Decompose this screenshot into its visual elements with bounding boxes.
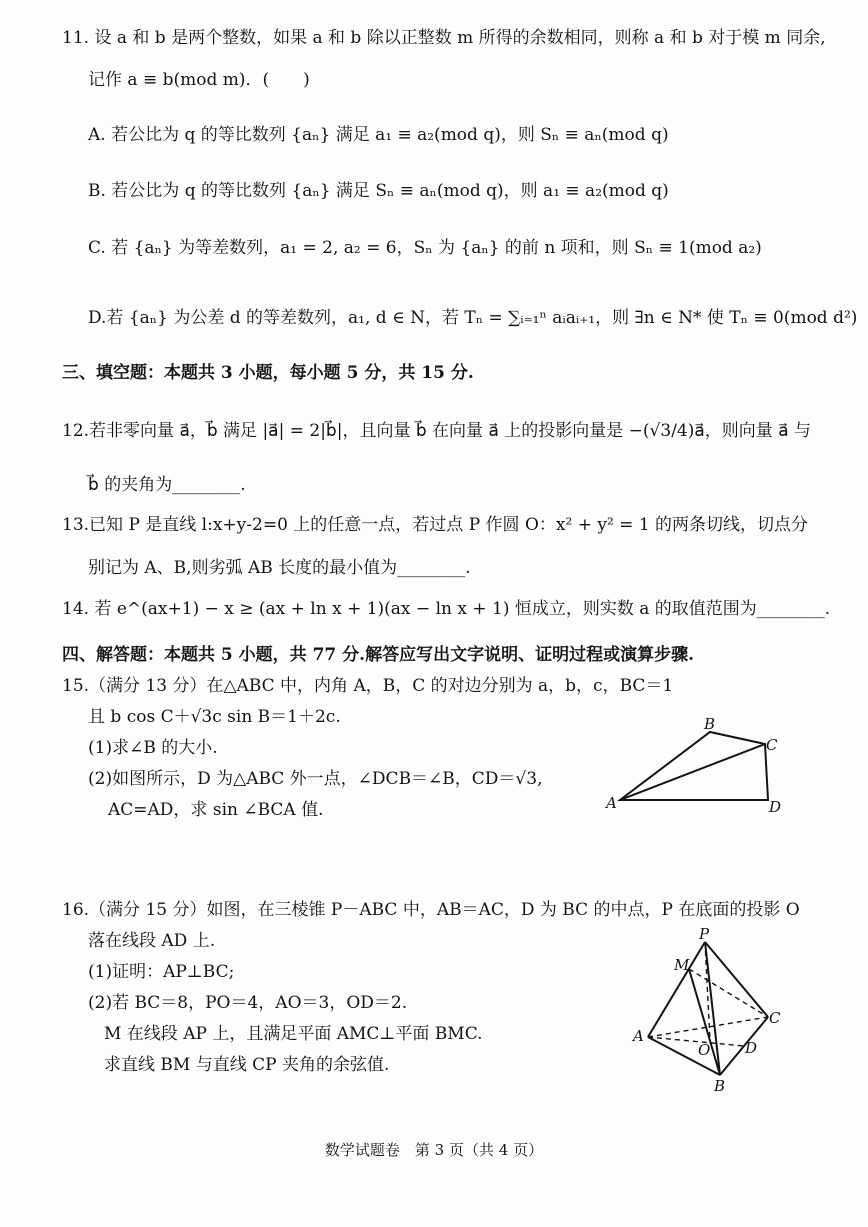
q15-part2-cont: AC=AD，求 sin ∠BCA 值.	[108, 800, 324, 820]
q16-part1: (1)证明：AP⊥BC;	[88, 962, 235, 982]
q15-quad-outline	[620, 732, 768, 800]
q12-line1: 12.若非零向量 a⃗，b⃗ 满足 |a⃗| = 2|b⃗|，且向量 b⃗ 在向量 a⃗ 上的投影向量是 −(√3/4)a⃗，则向量 a⃗ 与	[62, 421, 812, 441]
q15-label-d: D	[769, 798, 782, 816]
page-footer: 数学试题卷 第 3 页（共 4 页）	[324, 1141, 544, 1159]
q16-edge-pc	[705, 942, 768, 1017]
q11-option-c: C. 若 {aₙ} 为等差数列，a₁ = 2, a₂ = 6，Sₙ 为 {aₙ} 的前 n 项和，则 Sₙ ≡ 1(mod a₂)	[88, 238, 762, 258]
q13-line2: 别记为 A、B,则劣弧 AB 长度的最小值为________.	[88, 558, 471, 578]
q15-label-c: C	[766, 736, 778, 754]
q16-line2: 落在线段 AD 上.	[88, 931, 216, 951]
q15-line2: 且 b cos C＋√3c sin B＝1＋2c.	[88, 707, 341, 727]
q15-part2: (2)如图所示，D 为△ABC 外一点，∠DCB＝∠B，CD＝√3,	[88, 769, 543, 789]
q16-label-p: P	[699, 925, 710, 943]
q16-pyramid-figure	[625, 925, 795, 1095]
q16-part2: (2)若 BC＝8，PO＝4，AO＝3，OD＝2.	[88, 993, 408, 1013]
q15-part1: (1)求∠B 的大小.	[88, 738, 218, 758]
q16-label-b: B	[714, 1077, 726, 1095]
q15-diagonal-ac	[620, 744, 765, 800]
q16-label-c: C	[769, 1009, 781, 1027]
q11-stem-line2: 记作 a ≡ b(mod m)．( )	[88, 70, 310, 90]
q16-line1: 16.（满分 15 分）如图，在三棱锥 P－ABC 中，AB＝AC，D 为 BC 的中点，P 在底面的投影 O	[62, 900, 800, 920]
q11-option-d: D.若 {aₙ} 为公差 d 的等差数列，a₁, d ∈ N，若 Tₙ = ∑ᵢ₌₁ⁿ aᵢaᵢ₊₁，则 ∃n ∈ N* 使 Tₙ ≡ 0(mod d²)	[88, 308, 858, 328]
q15-line1: 15.（满分 13 分）在△ABC 中，内角 A，B，C 的对边分别为 a，b，c，BC＝1	[62, 676, 674, 696]
q16-edge-bc	[720, 1017, 768, 1075]
q16-label-m: M	[674, 956, 690, 974]
q16-label-a: A	[633, 1027, 644, 1045]
q16-part2-ask: 求直线 BM 与直线 CP 夹角的余弦值.	[104, 1055, 390, 1075]
section-solution-heading: 四、解答题：本题共 5 小题，共 77 分.解答应写出文字说明、证明过程或演算步骤.	[62, 645, 694, 665]
q11-stem-line1: 11. 设 a 和 b 是两个整数，如果 a 和 b 除以正整数 m 所得的余数相同，则称 a 和 b 对于模 m 同余,	[62, 28, 826, 48]
q16-label-d: D	[745, 1039, 758, 1057]
q12-line2: b⃗ 的夹角为________.	[88, 475, 246, 495]
q15-quadrilateral-figure	[600, 712, 800, 822]
q15-label-b: B	[704, 715, 716, 733]
q16-label-o: O	[698, 1041, 711, 1059]
q11-option-b: B. 若公比为 q 的等比数列 {aₙ} 满足 Sₙ ≡ aₙ(mod q)，则 a₁ ≡ a₂(mod q)	[88, 181, 669, 201]
q11-option-a: A. 若公比为 q 的等比数列 {aₙ} 满足 a₁ ≡ a₂(mod q)，则 Sₙ ≡ aₙ(mod q)	[88, 125, 669, 145]
q15-label-a: A	[606, 794, 617, 812]
q14-line1: 14. 若 e^(ax+1) − x ≥ (ax + ln x + 1)(ax − ln x + 1) 恒成立，则实数 a 的取值范围为________.	[62, 599, 831, 619]
q13-line1: 13.已知 P 是直线 l:x+y-2=0 上的任意一点，若过点 P 作圆 O：x² + y² = 1 的两条切线，切点分	[62, 515, 809, 535]
section-fill-in-heading: 三、填空题：本题共 3 小题，每小题 5 分，共 15 分.	[62, 363, 474, 383]
q16-part2-cond: M 在线段 AP 上，且满足平面 AMC⊥平面 BMC.	[104, 1024, 483, 1044]
